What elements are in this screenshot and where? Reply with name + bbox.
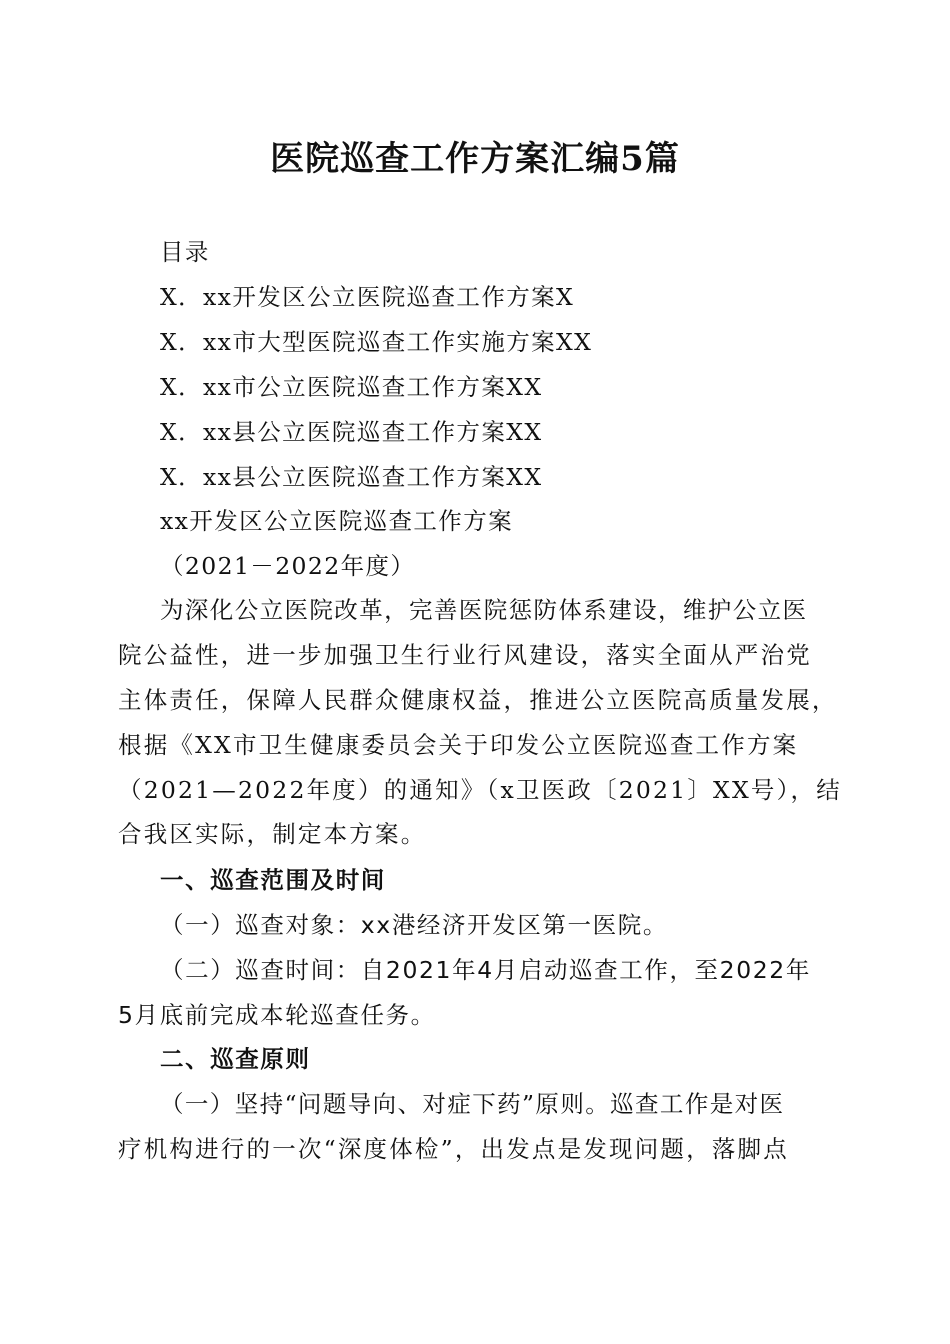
section-heading-scope: 一、巡查范围及时间 bbox=[160, 866, 386, 894]
intro-paragraph-line: 根据《XX市卫生健康委员会关于印发公立医院巡查工作方案 bbox=[118, 731, 799, 759]
toc-item: X．xx县公立医院巡查工作方案XX bbox=[160, 463, 543, 491]
principle-item-cont: 疗机构进行的一次“深度体检”，出发点是发现问题，落脚点 bbox=[118, 1135, 789, 1163]
document-title: 医院巡查工作方案汇编5篇 bbox=[270, 139, 680, 179]
section-title: xx开发区公立医院巡查工作方案 bbox=[160, 507, 514, 535]
toc-label: 目录 bbox=[160, 238, 210, 266]
toc-item: X．xx市公立医院巡查工作方案XX bbox=[160, 373, 543, 401]
section-year: （2021－2022年度） bbox=[160, 552, 416, 580]
scope-item-target: （一）巡查对象：xx港经济开发区第一医院。 bbox=[160, 911, 668, 939]
scope-item-time-cont: 5月底前完成本轮巡查任务。 bbox=[118, 1001, 436, 1029]
intro-paragraph-line: 为深化公立医院改革，完善医院惩防体系建设，维护公立医 bbox=[160, 596, 808, 624]
section-heading-principles: 二、巡查原则 bbox=[160, 1045, 311, 1073]
principle-item: （一）坚持“问题导向、对症下药”原则。巡查工作是对医 bbox=[160, 1090, 785, 1118]
toc-item: X．xx市大型医院巡查工作实施方案XX bbox=[160, 328, 593, 356]
scope-item-time: （二）巡查时间：自2021年4月启动巡查工作，至2022年 bbox=[160, 956, 811, 984]
intro-paragraph-line: 合我区实际，制定本方案。 bbox=[118, 820, 427, 848]
intro-paragraph-line: （2021—2022年度）的通知》（x卫医政〔2021〕XX号），结 bbox=[118, 776, 842, 804]
intro-paragraph-line: 院公益性，进一步加强卫生行业行风建设，落实全面从严治党 bbox=[118, 641, 812, 669]
toc-item: X．xx开发区公立医院巡查工作方案X bbox=[160, 283, 575, 311]
intro-paragraph-line: 主体责任，保障人民群众健康权益，推进公立医院高质量发展， bbox=[118, 686, 838, 714]
toc-item: X．xx县公立医院巡查工作方案XX bbox=[160, 418, 543, 446]
